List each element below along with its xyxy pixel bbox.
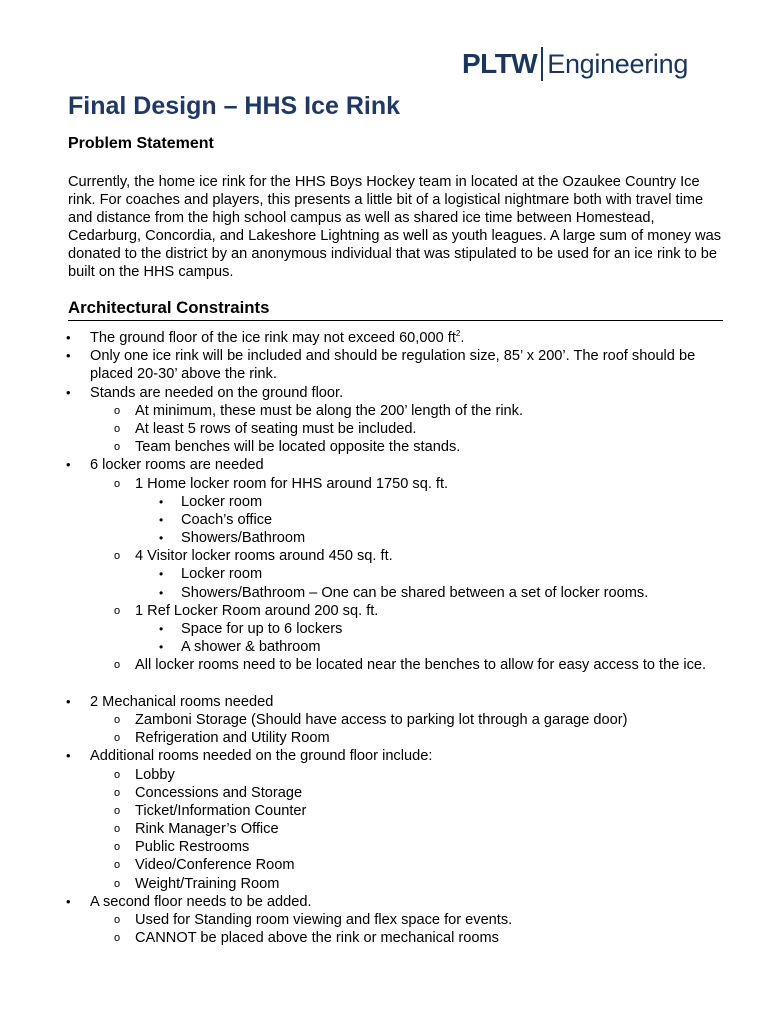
problem-statement-heading: Problem Statement	[68, 135, 214, 152]
bullet-marker: o	[114, 732, 121, 745]
constraints-list	[0, 329, 768, 947]
bullet-marker: •	[66, 693, 71, 709]
list-item	[0, 693, 768, 711]
list-item	[0, 456, 768, 474]
logo-brand-text: PLTW	[462, 48, 538, 79]
list-item-text: Additional rooms needed on the ground floor include:	[90, 748, 433, 765]
list-item-text: Showers/Bathroom – One can be shared between a set of locker rooms.	[181, 584, 649, 601]
bullet-marker: •	[66, 384, 71, 400]
pltw-engineering-logo	[462, 44, 688, 84]
list-item-text: Zamboni Storage (Should have access to parking lot through a garage door)	[135, 711, 628, 728]
bullet-marker: o	[114, 422, 121, 435]
list-item-text: Locker room	[181, 566, 263, 583]
problem-statement-paragraph: Currently, the home ice rink for the HHS Boys Hockey team in located at the Ozaukee Country Ice rink. For coaches and players, this presents a little bit of a logistical nightmare both with travel time and distance from the high school campus as well as shared ice time between Homestead, Cedarburg, Concordia, and Lakeshore Lightning as well as youth leagues. A large sum of money was donated to the district by an anonymous individual that was stipulated to be used for an ice rink to be built on the HHS campus.	[68, 174, 722, 280]
logo-subtitle-text: Engineering	[547, 48, 689, 79]
bullet-marker: •	[159, 531, 164, 546]
list-item-text: Ticket/Information Counter	[135, 802, 307, 819]
logo-divider	[541, 47, 543, 81]
bullet-marker: o	[114, 841, 121, 854]
list-item-text: Space for up to 6 lockers	[181, 621, 343, 638]
architectural-constraints-heading: Architectural Constraints	[68, 298, 723, 321]
bullet-marker: •	[159, 585, 164, 600]
list-item	[0, 747, 768, 765]
bullet-marker: •	[159, 567, 164, 582]
list-item	[0, 929, 768, 947]
bullet-marker: o	[114, 768, 121, 781]
list-item	[0, 729, 768, 747]
list-item-text: Only one ice rink will be included and should be regulation size, 85’ x 200’. The roof should be placed 20-30’ above the rink.	[90, 348, 696, 383]
list-item	[0, 802, 768, 820]
list-item-text: Team benches will be located opposite the stands.	[135, 439, 461, 456]
list-item	[0, 347, 768, 383]
list-item-text: At minimum, these must be along the 200’ length of the rink.	[135, 402, 524, 419]
list-item-text: At least 5 rows of seating must be included.	[135, 420, 417, 437]
list-item-text: Rink Manager’s Office	[135, 821, 279, 838]
list-item	[0, 656, 768, 692]
list-item-text: Weight/Training Room	[135, 875, 280, 892]
list-item-text: Video/Conference Room	[135, 857, 295, 874]
bullet-marker: o	[114, 477, 121, 490]
list-item	[0, 420, 768, 438]
list-item-text: 1 Ref Locker Room around 200 sq. ft.	[135, 602, 379, 619]
list-item	[0, 402, 768, 420]
list-item	[0, 438, 768, 456]
list-item	[0, 529, 768, 547]
bullet-marker: o	[114, 659, 121, 672]
bullet-marker: •	[66, 893, 71, 909]
list-item	[0, 547, 768, 565]
list-item-text: Used for Standing room viewing and flex space for events.	[135, 912, 513, 929]
list-item-text: Lobby	[135, 766, 175, 783]
list-item	[0, 620, 768, 638]
list-item-text: CANNOT be placed above the rink or mechanical rooms	[135, 930, 499, 947]
bullet-marker: o	[114, 441, 121, 454]
list-item	[0, 493, 768, 511]
list-item-text: Coach’s office	[181, 511, 273, 528]
bullet-marker: •	[66, 748, 71, 764]
bullet-marker: o	[114, 713, 121, 726]
bullet-marker: •	[159, 494, 164, 509]
list-item-text: 1 Home locker room for HHS around 1750 sq. ft.	[135, 475, 449, 492]
list-item	[0, 820, 768, 838]
list-item-text: 2 Mechanical rooms needed	[90, 693, 274, 710]
bullet-marker: o	[114, 550, 121, 563]
list-item-text: Showers/Bathroom	[181, 530, 306, 547]
list-item-text: 6 locker rooms are needed	[90, 457, 264, 474]
superscript: 2	[455, 329, 461, 338]
list-item	[0, 602, 768, 620]
list-item	[0, 511, 768, 529]
bullet-marker: o	[114, 823, 121, 836]
bullet-marker: o	[114, 786, 121, 799]
list-item	[0, 911, 768, 929]
list-item	[0, 711, 768, 729]
list-item	[0, 856, 768, 874]
bullet-marker: o	[114, 859, 121, 872]
list-item	[0, 875, 768, 893]
bullet-marker: •	[159, 640, 164, 655]
list-item-text: Public Restrooms	[135, 839, 250, 856]
bullet-marker: o	[114, 404, 121, 417]
list-item-text: 4 Visitor locker rooms around 450 sq. ft.	[135, 548, 393, 565]
list-item	[0, 384, 768, 402]
bullet-marker: o	[114, 932, 121, 945]
bullet-marker: o	[114, 604, 121, 617]
list-item	[0, 638, 768, 656]
list-item-text: Stands are needed on the ground floor.	[90, 384, 344, 401]
bullet-marker: •	[66, 457, 71, 473]
list-item	[0, 329, 768, 347]
list-item	[0, 475, 768, 493]
list-item	[0, 893, 768, 911]
list-item	[0, 766, 768, 784]
list-item-text: Locker room	[181, 493, 263, 510]
page-title: Final Design – HHS Ice Rink	[68, 92, 401, 120]
bullet-marker: •	[66, 330, 71, 345]
list-item	[0, 784, 768, 802]
bullet-marker: o	[114, 804, 121, 817]
list-item-text: A second floor needs to be added.	[90, 893, 312, 910]
list-item-text: The ground floor of the ice rink may not exceed 60,000 $ft^2$.	[90, 329, 465, 346]
list-item-text: Concessions and Storage	[135, 784, 303, 801]
list-item	[0, 838, 768, 856]
bullet-marker: •	[159, 512, 164, 527]
list-item	[0, 565, 768, 583]
bullet-marker: o	[114, 914, 121, 927]
list-item-text: Refrigeration and Utility Room	[135, 730, 330, 747]
bullet-marker: •	[159, 622, 164, 637]
bullet-marker: o	[114, 877, 121, 890]
list-item-text: All locker rooms need to be located near the benches to allow for easy access to the ice.	[135, 657, 707, 674]
list-item-text: A shower & bathroom	[181, 639, 321, 656]
bullet-marker: •	[66, 348, 71, 364]
list-item	[0, 584, 768, 602]
